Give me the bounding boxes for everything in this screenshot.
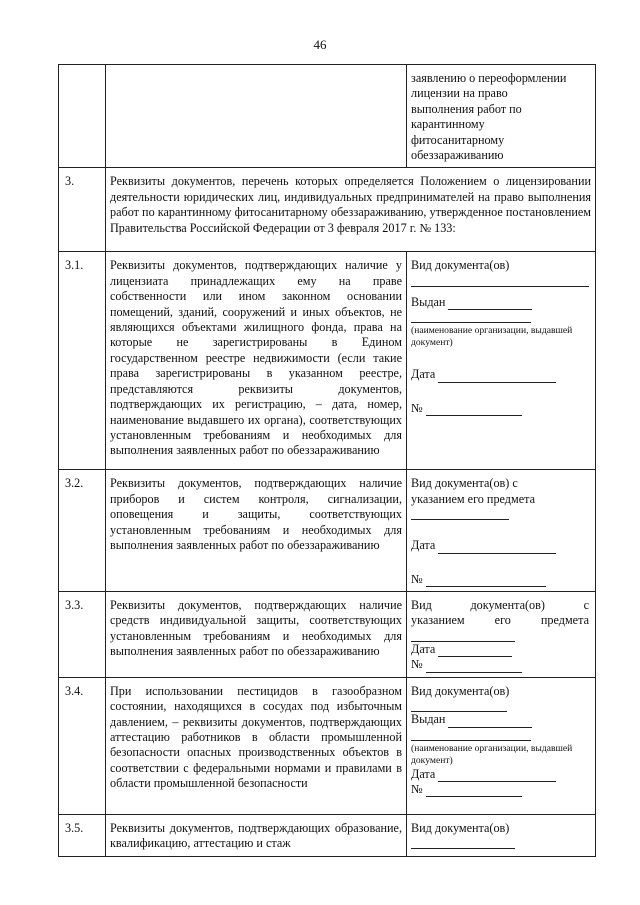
row-description: Реквизиты документов, перечень которых определяется Положением о лицензировании деятельности юридических лиц, индивидуальных предпринимателей на право выполнения работ по карантинному фитосанитарному обеззараживанию, утвержденное постановлением Правительства Российской Федерации от 3 февраля 2017 г. № 133: bbox=[106, 168, 596, 252]
doc-type-label: Вид документа(ов) bbox=[411, 258, 510, 273]
issued-field[interactable]: Выдан bbox=[411, 712, 589, 727]
page-number: 46 bbox=[313, 37, 327, 52]
table-row-continuation bbox=[59, 65, 596, 168]
row-description: Реквизиты документов, подтверждающих образование, квалификацию, аттестацию и стаж bbox=[106, 814, 407, 856]
continuation-line: лицензии на право bbox=[411, 86, 508, 101]
issuer-note: (наименование организации, выдавшей документ) bbox=[411, 742, 573, 766]
row-description: Реквизиты документов, подтверждающих наличие у лицензиата принадлежащих ему на праве собственности или ином законном основании помещений, зданий, сооружений и иных объектов, не являющихся объектами жилищного фонда, права на которые не зарегистрированы в Едином государственном реестре недвижимости (если такие права зарегистрированы в указанном реестре, представляются реквизиты документов, подтверждающих их регистрацию, – дата, номер, наименование выдавшего их органа), соответствующих установленным требованиям и необходимых для выполнения заявленных работ по обеззараживанию bbox=[106, 252, 407, 470]
doc-type-label: Вид документа(ов) с bbox=[411, 598, 589, 613]
date-field[interactable]: Дата bbox=[411, 767, 589, 782]
issued-field[interactable]: Выдан bbox=[411, 295, 589, 310]
continuation-line: фитосанитарному bbox=[411, 132, 505, 147]
requisites-table bbox=[58, 64, 596, 857]
table-row-3-3 bbox=[59, 592, 596, 678]
cell-num-empty bbox=[59, 65, 106, 168]
continuation-cell bbox=[407, 65, 596, 168]
table-row-3-5 bbox=[59, 814, 596, 856]
row-number: 3.3. bbox=[59, 592, 106, 678]
row-number: 3.2. bbox=[59, 470, 106, 592]
date-field[interactable]: Дата bbox=[411, 367, 589, 382]
doc-type-label: Вид документа(ов) bbox=[411, 820, 510, 835]
date-field[interactable]: Дата bbox=[411, 642, 589, 657]
table-row-3-1 bbox=[59, 252, 596, 470]
form-cell bbox=[407, 677, 596, 814]
issued-field-line[interactable] bbox=[411, 310, 531, 323]
doc-type-field[interactable] bbox=[411, 629, 515, 642]
row-description: Реквизиты документов, подтверждающих наличие приборов и систем контроля, сигнализации, оповещения и защиты, соответствующих установленным требованиям и необходимых для выполнения заявленных работ по обеззараживанию bbox=[106, 470, 407, 592]
doc-type-label: Вид документа(ов) с bbox=[411, 476, 518, 491]
continuation-line: обеззараживанию bbox=[411, 148, 504, 163]
form-cell bbox=[407, 252, 596, 470]
cell-desc-empty bbox=[106, 65, 407, 168]
doc-type-label: Вид документа(ов) bbox=[411, 683, 510, 698]
row-description: Реквизиты документов, подтверждающих наличие средств индивидуальной защиты, соответствующих установленным требованиям и необходимых для выполнения заявленных работ по обеззараживанию bbox=[106, 592, 407, 678]
date-field[interactable]: Дата bbox=[411, 538, 589, 553]
issuer-note: (наименование организации, выдавшей документ) bbox=[411, 325, 573, 349]
row-number: 3.1. bbox=[59, 252, 106, 470]
table-row-3-4 bbox=[59, 677, 596, 814]
row-number: 3.4. bbox=[59, 677, 106, 814]
doc-type-field[interactable] bbox=[411, 699, 507, 712]
continuation-line: карантинному bbox=[411, 117, 485, 132]
row-number: 3. bbox=[59, 168, 106, 252]
number-field[interactable]: № bbox=[411, 401, 589, 416]
issued-field-line[interactable] bbox=[411, 728, 531, 741]
number-field[interactable]: № bbox=[411, 782, 589, 797]
table-row-3-2 bbox=[59, 470, 596, 592]
doc-type-label: указанием его предмета bbox=[411, 613, 589, 628]
continuation-line: выполнения работ по bbox=[411, 101, 522, 116]
row-description: При использовании пестицидов в газообразном состоянии, находящихся в сосудах под избыточным давлением, – реквизиты документов, подтверждающих аттестацию работников в области промышленной безопасности опасных производственных объектов в соответствии с федеральными нормами и правилами в области промышленной безопасности bbox=[106, 677, 407, 814]
row-number: 3.5. bbox=[59, 814, 106, 856]
doc-type-field[interactable] bbox=[411, 836, 515, 849]
doc-type-field[interactable] bbox=[411, 274, 589, 287]
continuation-line: заявлению о переоформлении bbox=[411, 71, 567, 85]
form-cell bbox=[407, 814, 596, 856]
form-cell bbox=[407, 470, 596, 592]
number-field[interactable]: № bbox=[411, 572, 589, 587]
doc-type-field[interactable] bbox=[411, 507, 509, 520]
doc-type-label: указанием его предмета bbox=[411, 491, 535, 506]
form-cell bbox=[407, 592, 596, 678]
table-row-3 bbox=[59, 168, 596, 252]
number-field[interactable]: № bbox=[411, 657, 589, 672]
